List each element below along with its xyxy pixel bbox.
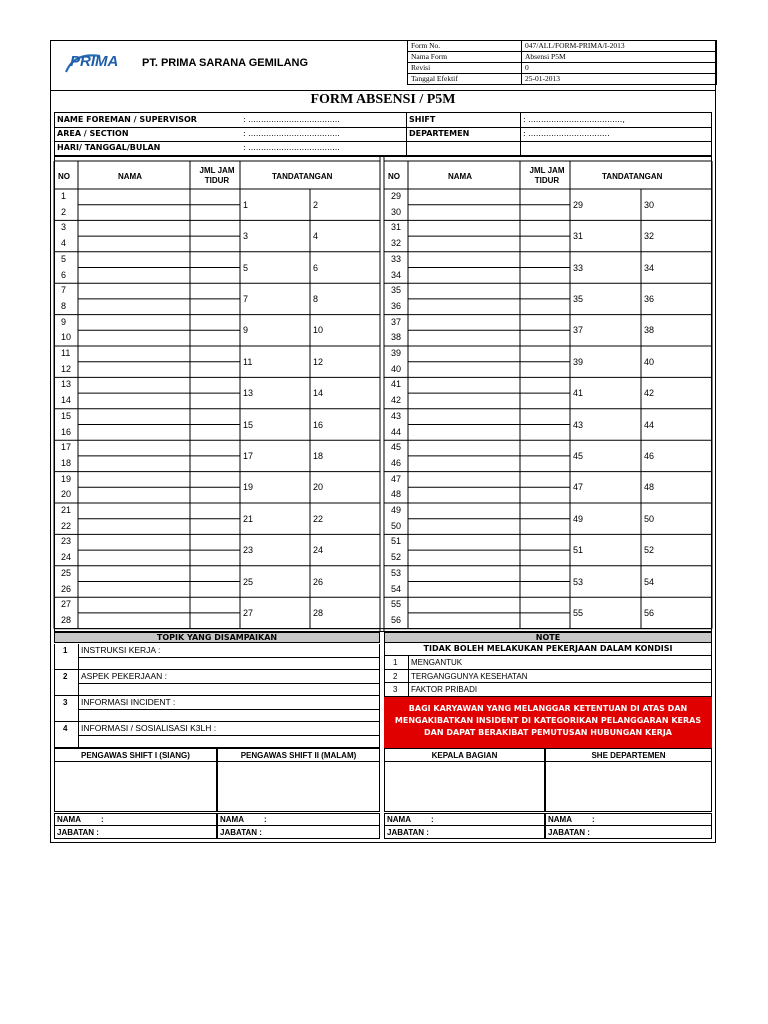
row-number: 1 [61,191,67,201]
info-label-2: HARI/ TANGGAL/BULAN [57,143,161,152]
signature-jabatan-label: JABATAN : [57,828,99,837]
signature-nama-label: NAMA [57,815,81,824]
signature-number: 23 [243,545,254,556]
row-number: 26 [61,583,72,594]
row-number: 16 [61,426,72,437]
signature-nama-label: NAMA [387,815,411,824]
signature-column-header: PENGAWAS SHIFT I (SIANG) [54,748,217,762]
signature-number: 22 [313,513,324,524]
col-header-no: NO [388,172,400,181]
row-number: 18 [61,457,72,468]
row-number: 34 [391,269,402,280]
signature-number: 28 [313,607,324,618]
signature-nama-colon: : [101,815,104,824]
row-number: 43 [391,410,402,421]
form-title: FORM ABSENSI / P5M [310,92,456,107]
signature-number: 19 [243,482,254,493]
signature-number: 50 [644,513,655,524]
signature-number: 36 [644,293,655,304]
meta-value: 25-01-2013 [522,74,717,85]
row-number: 32 [391,238,402,249]
signature-nama-colon: : [264,815,267,824]
topik-line [78,657,380,658]
note-separator [408,656,409,670]
info-right-value-1[interactable]: : ................................ [523,129,610,138]
signature-number: 4 [313,231,319,242]
signature-number: 39 [573,356,584,367]
info-value-0[interactable]: : .................................... [243,115,340,124]
row-number: 8 [61,300,67,311]
row-number: 31 [391,222,402,233]
signature-number: 15 [243,419,254,430]
company-name: PT. PRIMA SARANA GEMILANG [142,57,309,69]
topik-number: 4 [63,724,68,733]
signature-number: 44 [644,419,655,430]
col-header-ttd: TANDATANGAN [602,172,663,181]
topik-line [78,709,380,710]
row-number: 25 [61,567,72,578]
signature-number: 14 [313,388,324,399]
signature-column-header: PENGAWAS SHIFT II (MALAM) [217,748,380,762]
row-number: 14 [61,395,72,406]
signature-number: 37 [573,325,584,336]
meta-label: Tanggal Efektif [408,74,522,85]
signature-number: 51 [573,545,584,556]
signature-number: 30 [644,199,655,210]
note-title: NOTE [384,632,712,643]
row-number: 23 [61,536,72,547]
signature-number: 34 [644,262,655,273]
signature-nama-colon: : [431,815,434,824]
row-number: 49 [391,505,402,515]
signature-number: 13 [243,388,254,399]
meta-value: Absensi P5M [522,52,717,63]
signature-number: 41 [573,388,584,399]
signature-number: 45 [573,450,584,461]
row-number: 48 [391,489,402,500]
note-item [384,683,712,697]
row-number: 22 [61,520,72,531]
meta-value: 0 [522,63,717,74]
signature-jabatan-row[interactable] [545,826,712,839]
row-number: 41 [391,379,402,390]
row-number: 7 [61,285,67,296]
note-label: MENGANTUK [411,658,463,667]
signature-name-row[interactable] [217,813,380,826]
row-number: 40 [391,363,402,374]
signature-number: 24 [313,545,324,556]
row-number: 2 [61,206,67,217]
signature-number: 47 [573,482,584,493]
signature-number: 10 [313,325,324,336]
signature-number: 52 [644,545,655,556]
signature-number: 18 [313,450,324,461]
row-number: 19 [61,473,72,484]
row-number: 46 [391,457,402,468]
row-number: 36 [391,300,402,311]
signature-number: 21 [243,513,254,524]
info-right-label-0: SHIFT [409,115,436,124]
info-value-2[interactable]: : .................................... [243,143,340,152]
signature-number: 12 [313,356,324,367]
note-number: 1 [393,658,398,667]
signature-number: 11 [243,356,253,367]
signature-number: 9 [243,325,249,336]
row-number: 56 [391,614,402,625]
signature-jabatan-label: JABATAN : [220,828,262,837]
info-label-1: AREA / SECTION [57,129,129,138]
signature-box[interactable] [384,762,545,812]
signature-jabatan-label: JABATAN : [387,828,429,837]
row-number: 10 [61,332,72,343]
signature-jabatan-row[interactable] [384,826,545,839]
row-number: 51 [391,536,402,547]
topik-number: 1 [63,646,68,655]
signature-column-header: KEPALA BAGIAN [384,748,545,762]
col-header-jml: JML JAM TIDUR [199,166,235,185]
row-number: 27 [61,599,72,610]
signature-nama-label: NAMA [548,815,572,824]
row-number: 12 [61,363,72,374]
row-number: 17 [61,442,72,453]
signature-number: 35 [573,293,584,304]
row-number: 45 [391,442,402,453]
signature-nama-colon: : [592,815,595,824]
signature-box[interactable] [217,762,380,812]
signature-number: 17 [243,450,254,461]
signature-number: 6 [313,262,319,273]
col-header-no: NO [58,172,70,181]
signature-number: 32 [644,231,655,242]
topik-label: INFORMASI / SOSIALISASI K3LH : [81,723,217,733]
row-number: 39 [391,348,402,358]
row-number: 6 [61,269,67,280]
signature-number: 40 [644,356,655,367]
signature-number: 56 [644,607,655,618]
topik-title: TOPIK YANG DISAMPAIKAN [54,632,380,643]
signature-number: 16 [313,419,324,430]
note-number: 3 [393,685,398,694]
note-label: TERGANGGUNYA KESEHATAN [411,671,528,681]
row-number: 52 [391,552,402,563]
signature-name-row[interactable] [545,813,712,826]
signature-number: 42 [644,388,655,399]
note-label: FAKTOR PRIBADI [411,685,478,694]
info-right-label-1: DEPARTEMEN [409,129,470,138]
signature-number: 38 [644,325,655,336]
row-number: 11 [61,348,71,358]
signature-number: 33 [573,262,584,273]
signature-number: 1 [243,199,249,210]
row-number: 5 [61,253,67,264]
row-number: 35 [391,285,402,296]
meta-label: Revisi [408,63,522,74]
note-separator [408,670,409,684]
row-number: 28 [61,614,72,625]
note-item [384,656,712,670]
signature-jabatan-row[interactable] [54,826,217,839]
row-number: 24 [61,552,72,563]
row-number: 53 [391,567,402,578]
topik-line [78,735,380,736]
col-header-ttd: TANDATANGAN [272,172,333,181]
signature-number: 53 [573,576,584,587]
row-number: 33 [391,253,402,264]
info-value-1[interactable]: : .................................... [243,129,340,138]
topik-number: 2 [63,672,68,681]
row-number: 47 [391,473,402,484]
topik-label: INFORMASI INCIDENT : [81,697,176,707]
row-number: 13 [61,379,72,390]
signature-number: 8 [313,293,319,304]
signature-number: 5 [243,262,249,273]
row-number: 44 [391,426,402,437]
note-item [384,670,712,684]
signature-number: 43 [573,419,584,430]
signature-number: 29 [573,199,584,210]
row-number: 9 [61,316,67,327]
meta-value: 047/ALL/FORM-PRIMA/I-2013 [522,41,717,52]
row-number: 30 [391,206,402,217]
signature-number: 31 [573,231,584,242]
signature-number: 48 [644,482,655,493]
signature-jabatan-label: JABATAN : [548,828,590,837]
col-header-nama: NAMA [118,172,142,181]
row-number: 50 [391,520,402,531]
signature-number: 3 [243,231,249,242]
row-number: 38 [391,332,402,343]
row-number: 29 [391,191,402,201]
warning-banner: BAGI KARYAWAN YANG MELANGGAR KETENTUAN DI ATAS DAN MENGAKIBATKAN INSIDENT DI KATEGORIKAN PELANGGARAN KERAS DAN DAPAT BERAKIBAT PEMUTUSAN HUBUNGAN KERJA [384,697,712,748]
signature-number: 2 [313,199,319,210]
col-header-jml: JML JAM TIDUR [529,166,565,185]
signature-box[interactable] [545,762,712,812]
topik-label: ASPEK PEKERJAAN : [81,671,167,681]
row-number: 42 [391,395,402,406]
note-separator [408,683,409,697]
topik-label: INSTRUKSI KERJA : [81,645,161,655]
signature-number: 49 [573,513,584,524]
signature-number: 25 [243,576,254,587]
svg-text:PRIMA: PRIMA [70,53,119,70]
row-number: 37 [391,316,402,327]
signature-number: 46 [644,450,655,461]
topik-number: 3 [63,698,68,707]
signature-number: 7 [243,293,249,304]
signature-number: 20 [313,482,324,493]
signature-number: 27 [243,607,254,618]
meta-label: Form No. [408,41,522,52]
signature-jabatan-row[interactable] [217,826,380,839]
signature-number: 55 [573,607,584,618]
signature-name-row[interactable] [384,813,545,826]
signature-column-header: SHE DEPARTEMEN [545,748,712,762]
note-number: 2 [393,671,398,681]
row-number: 54 [391,583,402,594]
signature-name-row[interactable] [54,813,217,826]
col-header-nama: NAMA [448,172,472,181]
row-number: 55 [391,599,402,610]
row-number: 20 [61,489,72,500]
row-number: 4 [61,238,67,249]
row-number: 15 [61,410,72,421]
topik-line [78,683,380,684]
row-number: 3 [61,222,67,233]
info-right-value-0[interactable]: : ....................................., [523,115,625,124]
signature-number: 54 [644,576,655,587]
signature-nama-label: NAMA [220,815,244,824]
note-subtitle: TIDAK BOLEH MELAKUKAN PEKERJAAN DALAM KONDISI [384,643,712,656]
row-number: 21 [61,505,72,515]
meta-label: Nama Form [408,52,522,63]
signature-number: 26 [313,576,324,587]
signature-box[interactable] [54,762,217,812]
info-label-0: NAME FOREMAN / SUPERVISOR [57,115,197,124]
